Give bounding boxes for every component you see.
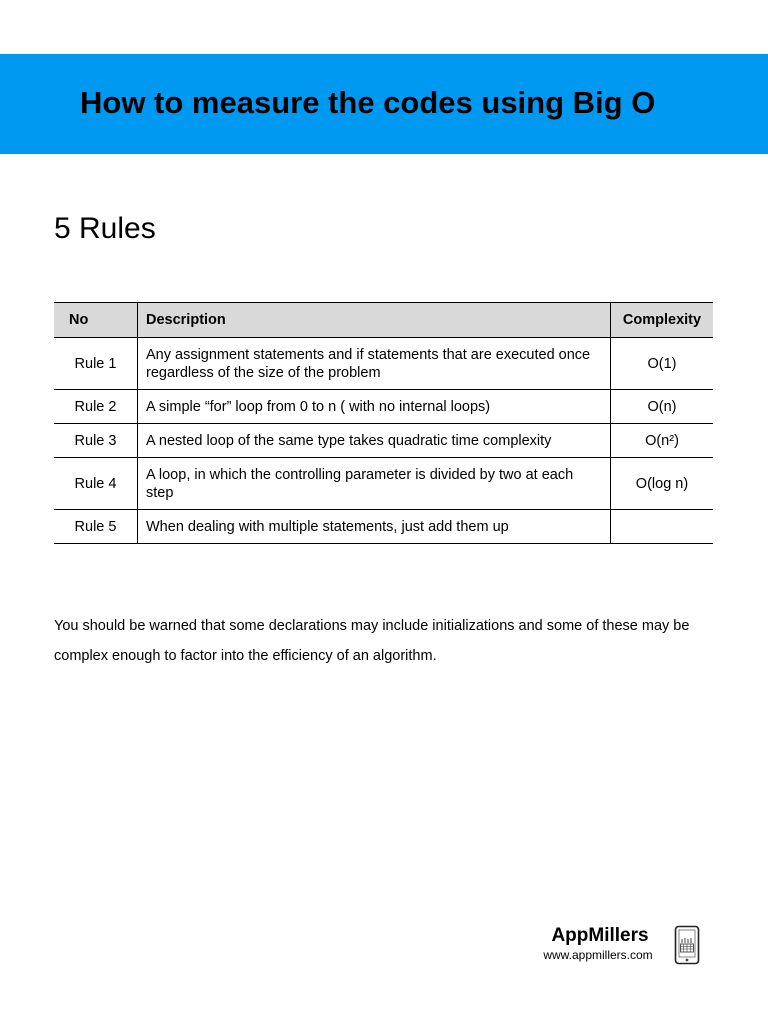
table-row	[54, 390, 713, 424]
rule-description: Any assignment statements and if statements that are executed once regardless of the size of the problem	[138, 338, 611, 390]
rule-complexity: O(n)	[611, 390, 714, 424]
rule-number: Rule 5	[54, 510, 138, 544]
rule-number: Rule 1	[54, 338, 138, 390]
rule-number: Rule 3	[54, 424, 138, 458]
brand-block	[530, 924, 670, 962]
table-row	[54, 458, 713, 510]
table-row	[54, 510, 713, 544]
rule-complexity: O(log n)	[611, 458, 714, 510]
rule-description: A nested loop of the same type takes quadratic time complexity	[138, 424, 611, 458]
page-title: How to measure the codes using Big O	[80, 85, 656, 120]
rules-table	[54, 302, 713, 544]
table-header-row	[54, 303, 713, 338]
rule-description: A loop, in which the controlling parameter is divided by two at each step	[138, 458, 611, 510]
rule-number: Rule 2	[54, 390, 138, 424]
rule-complexity: O(n²)	[611, 424, 714, 458]
brand-name: AppMillers	[551, 925, 649, 946]
column-header-complexity: Complexity	[611, 303, 714, 338]
table-row	[54, 338, 713, 390]
rule-complexity	[611, 510, 714, 544]
column-header-description: Description	[138, 303, 611, 338]
brand-url: www.appmillers.com	[543, 948, 653, 962]
rule-complexity: O(1)	[611, 338, 714, 390]
column-header-no: No	[54, 303, 138, 338]
rule-number: Rule 4	[54, 458, 138, 510]
table-row	[54, 424, 713, 458]
rule-description: When dealing with multiple statements, just add them up	[138, 510, 611, 544]
phone-icon	[674, 925, 700, 965]
note-paragraph: You should be warned that some declarations may include initializations and some of these may be complex enough to factor into the efficiency of an algorithm.	[54, 618, 690, 664]
rule-description: A simple “for” loop from 0 to n ( with no internal loops)	[138, 390, 611, 424]
section-heading: 5 Rules	[54, 212, 156, 245]
